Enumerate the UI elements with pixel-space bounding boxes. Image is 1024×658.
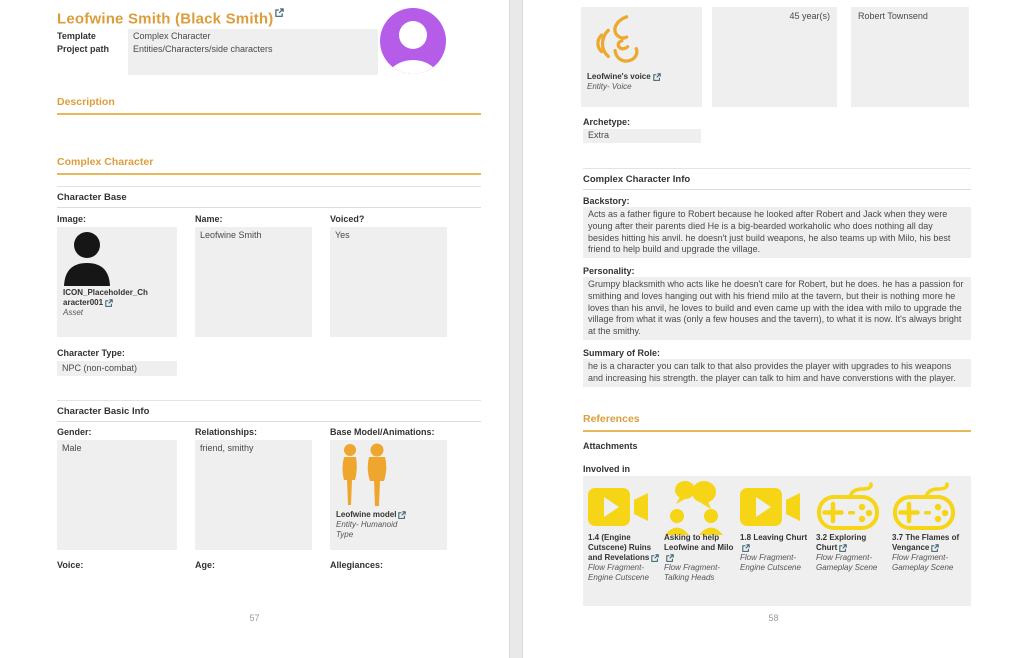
external-link-icon[interactable] — [653, 73, 661, 81]
talking-heads-icon — [664, 479, 724, 535]
voice-icon — [587, 11, 645, 67]
video-camera-icon — [588, 483, 650, 531]
page-divider — [509, 0, 523, 658]
character-type-field — [57, 348, 177, 376]
external-link-icon[interactable] — [105, 299, 113, 307]
character-type-value: NPC (non-combat) — [57, 361, 177, 376]
image-asset-name: ICON_Placeholder_Character001 — [63, 288, 148, 307]
base-model-name: Leofwine model — [336, 510, 441, 520]
external-link-icon[interactable] — [275, 8, 284, 17]
video-camera-icon — [740, 483, 802, 531]
archetype-value: Extra — [583, 129, 701, 143]
page-number-right: 58 — [768, 613, 779, 623]
complex-character-info-header: Complex Character Info — [583, 168, 971, 190]
humanoid-models-icon — [336, 442, 392, 508]
attachments-header: Attachments — [583, 441, 638, 451]
character-basic-info-header: Character Basic Info — [57, 400, 481, 422]
external-link-icon[interactable] — [931, 544, 939, 552]
involved-item-subtitle: Flow Fragment- Gameplay Scene — [816, 553, 878, 572]
personality-text: Grumpy blacksmith who acts like he doesn't care for Robert, but he does. he has a passion for smithing and loves hanging out with his friend milo at the tavern, but their is nothing more he loves than his anvil, he loves to build and even came up with the idea with milo to upgrade the village from what it was (only a few houses and the tavern), to what it is now. It's always bright at the smithy. — [583, 277, 971, 340]
base-model-field — [330, 427, 447, 550]
character-avatar — [380, 8, 446, 74]
involved-item[interactable] — [890, 481, 966, 602]
relationships-label: Relationships: — [195, 427, 258, 437]
involved-item-title: 1.4 (Engine Cutscene) Ruins and Revelations — [588, 533, 660, 563]
project-path-label: Project path — [57, 44, 110, 54]
involved-item[interactable] — [738, 481, 814, 602]
involved-item-subtitle: Flow Fragment- Engine Cutscene — [588, 563, 649, 582]
base-model-type: Entity- Humanoid Type — [336, 520, 398, 539]
gender-field — [57, 427, 177, 550]
involved-item-title: 3.2 Exploring Churt — [816, 533, 867, 552]
template-value: Complex Character — [133, 31, 211, 41]
external-link-icon[interactable] — [651, 554, 659, 562]
page-57 — [0, 0, 509, 658]
involved-item-subtitle: Flow Fragment- Engine Cutscene — [740, 553, 801, 572]
voiced-label: Voiced? — [330, 214, 365, 224]
personality-label: Personality: — [583, 266, 635, 276]
image-field — [57, 214, 177, 337]
references-heading: References — [583, 413, 971, 432]
gender-label: Gender: — [57, 427, 92, 437]
external-link-icon[interactable] — [398, 511, 406, 519]
summary-of-role-text: he is a character you can talk to that also provides the player with upgrades to his weapons and increasing his strength. the player can talk to him and have converstions with the player. — [583, 359, 971, 387]
page-58 — [523, 0, 1024, 658]
voice-entity-name: Leofwine's voice — [587, 72, 696, 82]
character-base-header: Character Base — [57, 186, 481, 208]
involved-item-title: Asking to help Leofwine and Milo — [664, 533, 736, 563]
gamepad-icon — [892, 482, 956, 532]
involved-in-header: Involved in — [583, 464, 631, 474]
relationships-field — [195, 427, 312, 550]
name-label: Name: — [195, 214, 223, 224]
gender-value: Male — [57, 440, 177, 550]
person-silhouette-icon — [63, 231, 111, 286]
avatar-person-icon — [380, 8, 446, 74]
external-link-icon[interactable] — [666, 554, 674, 562]
character-type-label: Character Type: — [57, 348, 125, 358]
summary-of-role-label: Summary of Role: — [583, 348, 661, 358]
image-field-box — [57, 227, 177, 337]
base-model-label: Base Model/Animations: — [330, 427, 435, 437]
allegiances-value-box: Robert Townsend — [851, 7, 969, 107]
base-model-box — [330, 440, 447, 550]
involved-in-list — [583, 476, 971, 606]
voice-label: Voice: — [57, 560, 84, 570]
involved-item[interactable] — [662, 481, 738, 602]
image-asset-type: Asset — [63, 308, 84, 317]
external-link-icon[interactable] — [742, 544, 750, 552]
voiced-value: Yes — [330, 227, 447, 337]
template-label: Template — [57, 31, 96, 41]
backstory-text: Acts as a father figure to Robert because he looked after Robert and Jack when they were young after their parents died He is a big-bearded workaholic who does nothing all day besides hitting his anvil. he doesn't just build weapons, he also teams up with Milo, his best friend to help build and upgrade the village. — [583, 207, 971, 258]
name-value: Leofwine Smith — [195, 227, 312, 337]
relationships-value: friend, smithy — [195, 440, 312, 550]
archetype-label: Archetype: — [583, 117, 631, 127]
voice-value-box — [581, 7, 702, 107]
page-title: Leofwine Smith (Black Smith) — [57, 10, 274, 28]
age-label: Age: — [195, 560, 215, 570]
allegiances-label: Allegiances: — [330, 560, 384, 570]
project-path-value: Entities/Characters/side characters — [133, 44, 273, 54]
gamepad-icon — [816, 482, 880, 532]
involved-item[interactable] — [586, 481, 662, 602]
image-label: Image: — [57, 214, 87, 224]
involved-item-subtitle: Flow Fragment- Gameplay Scene — [892, 553, 954, 572]
age-value-box: 45 year(s) — [712, 7, 837, 107]
involved-item-subtitle: Flow Fragment- Talking Heads — [664, 563, 721, 582]
voiced-field — [330, 214, 447, 337]
description-heading: Description — [57, 96, 481, 115]
backstory-label: Backstory: — [583, 196, 630, 206]
involved-item-title: 3.7 The Flames of Vengance — [892, 533, 960, 552]
name-field — [195, 214, 312, 337]
page-number-left: 57 — [249, 613, 260, 623]
external-link-icon[interactable] — [839, 544, 847, 552]
complex-character-heading: Complex Character — [57, 156, 481, 175]
involved-item[interactable] — [814, 481, 890, 602]
involved-item-title: 1.8 Leaving Churt — [740, 533, 812, 553]
title-row — [57, 8, 284, 28]
voice-entity-type: Entity- Voice — [587, 82, 632, 91]
